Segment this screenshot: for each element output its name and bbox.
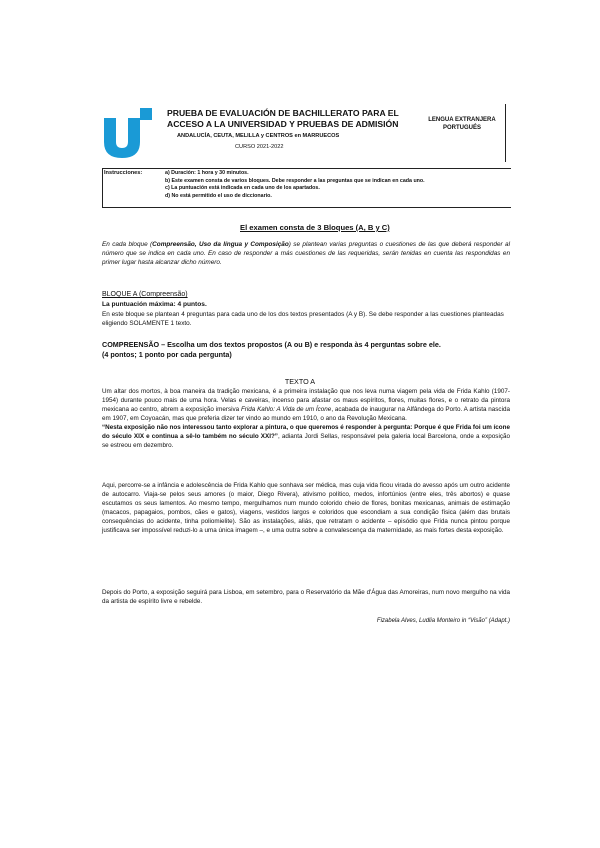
intro-part-2: ) se plantean varias preguntas o cuestiones de las que deberá responder al número que se indica en cada uno. En caso de responder a más cuestiones de las requeridas, serán tenidas en cuenta las respondidas en primer lugar hasta alcanzar dicho número. — [102, 241, 510, 266]
exam-course: CURSO 2021-2022 — [235, 144, 284, 150]
p1-exhibition-title: Frida Kahlo: A Vida de um Ícone — [240, 406, 332, 413]
text-a-paragraph-3: Depois do Porto, a exposição seguirá para Lisboa, em setembro, para o Reservatório da Mãe d'Água das Amoreiras, num novo mergulho na vida da artista de espírito livre e rebelde. — [102, 589, 510, 605]
source-tail: (Adapt.) — [486, 618, 510, 624]
block-a-points: La puntuación máxima: 4 puntos. — [102, 301, 207, 308]
header-divider — [505, 104, 506, 162]
intro-part-1: En cada bloque ( — [102, 241, 153, 248]
comprehension-line-2: (4 pontos; 1 ponto por cada pergunta) — [102, 349, 232, 359]
text-a-title: TEXTO A — [284, 377, 316, 386]
exam-subject — [424, 117, 500, 132]
source-authors: Fizabela Alves, Ludlia Monteiro in — [376, 618, 469, 624]
block-a-description: En este bloque se plantean 4 preguntas para cada uno de los dos textos presentados (A y B). Se debe responder a las cuestiones planteadas eligiendo SOLAMENTE 1 texto. — [102, 311, 504, 327]
instruction-item: c) La puntuación está indicada en cada uno de los apartados. — [165, 185, 320, 191]
p1-part-c: , adianta Jordi Sellas, responsável pela galeria local Barcelona, onde a exposição se estreou em dezembro. — [102, 433, 511, 449]
source-publication: “Visão” — [468, 618, 487, 624]
exam-structure-heading: El examen consta de 3 Bloques (A, B y C) — [240, 223, 390, 232]
exam-title: PRUEBA DE EVALUACIÓN DE BACHILLERATO PARA EL ACCESO A LA UNIVERSIDAD Y PRUEBAS DE ADMISIÓN — [167, 108, 399, 129]
text-source — [377, 618, 510, 624]
instruction-item: a) Duración: 1 hora y 30 minutos. — [165, 170, 249, 176]
university-logo-icon — [102, 108, 154, 158]
p1-quote: “Nesta exposição não nos interessou tanto explorar a pintura, o que queremos é responder à pergunta: Porque é que Frida foi um ícone do século XIX e continua a sê-lo também no século XXI?” — [102, 424, 510, 440]
block-a-title: BLOQUE A (Compreensão) — [102, 291, 188, 298]
p1-part-a: Um altar dos mortos, à boa maneira da tradição mexicana, é a primeira instalação que nos leva numa viagem pela vida de Frida Kahlo (1907-1954) durante pouco mais de uma hora. Velas e caveiras, incenso para afastar os maus espíritos, flores, muitas flores, e o retrato da pintora mexicana ao centro, abrem a exposição imersiva — [102, 388, 510, 413]
comprehension-line-1: COMPREENSÃO – Escolha um dos textos propostos (A ou B) e responda às 4 perguntas sobre ele. — [102, 340, 441, 349]
text-a-paragraph-2: Aqui, percorre-se a infância e adolescência de Frida Kahlo que sonhava ser médica, mas cuja vida ficou virada do avesso após um outro acidente de autocarro. Viaja-se pelos seus amores (o maior, Diego Rivera), ativismo político, medos, infortúnios (entre eles, três abortos) e quase escutamos os seus lamentos. Ao mesmo tempo, mergulhamos num mundo colorido cheio de flores, bonitas mexicanas, animais de estimação (macacos, papagaios, pombos, cães e gatos), viagens, vestidos largos e coloridos que escondiam a sua condição física (além das brutais consequências do acidente, tinha poliomielite). São as instalações, aliás, que retratam o acidente – episódio que Frida nunca pintou porque justificava ser impossível reduzi-lo a uma única imagem –, e uma outra sobre a convalescença da maternidade, as mais fortes desta exposição. — [102, 482, 510, 534]
exam-region: ANDALUCÍA, CEUTA, MELILLA y CENTROS en MARRUECOS — [177, 133, 340, 139]
p1-part-b: , acabada de inaugurar na Alfândega do Porto. A artista nascida em 1907, em Coyoacán, mas que preferia dizer ter vindo ao mundo em 1910, o ano da Revolução Mexicana. — [102, 406, 510, 422]
subject-line-2: PORTUGUÉS — [442, 124, 481, 131]
intro-bold: Compreensão, Uso da língua y Composição — [152, 241, 289, 248]
intro-paragraph — [102, 240, 510, 267]
comprehension-instructions — [102, 340, 510, 359]
instructions-label: Instrucciones: — [104, 170, 143, 176]
text-a-paragraph-1 — [102, 387, 510, 450]
subject-line-1: LENGUA EXTRANJERA — [428, 117, 496, 123]
instructions-list — [165, 170, 505, 200]
instruction-item: d) No está permitido el uso de diccionario. — [165, 192, 272, 199]
instruction-item: b) Este examen consta de varios bloques. Debe responder a las preguntas que se indican en cada uno. — [165, 177, 425, 184]
